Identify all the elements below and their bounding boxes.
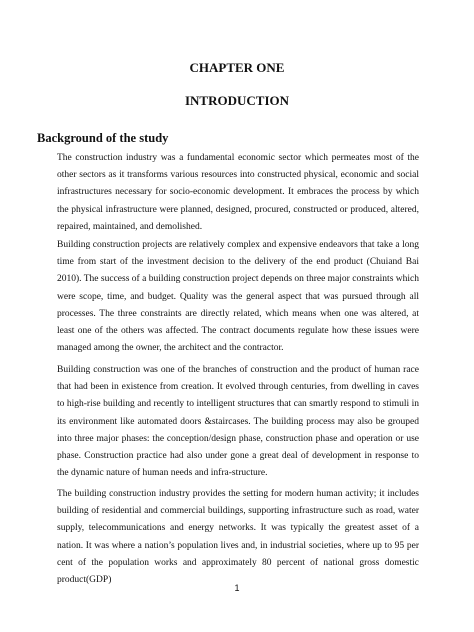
- page-number: 1: [234, 583, 240, 593]
- body-paragraph: The building construction industry provides the setting for modern human activity; it includes building of residential and commercial buildings, supporting infrastructure such as road, water supply, telecommunications and energy networks. It was typically the greatest asset of a nation. It was where a nation’s population lives and, in industrial societies, where up to 95 per cent of the population works and approximately 80 percent of national gross domestic product(GDP): [57, 489, 419, 586]
- chapter-title: INTRODUCTION: [184, 93, 289, 108]
- body-paragraph: Building construction was one of the branches of construction and the product of human race that had been in existence from creation. It evolved through centuries, from dwelling in caves to high-rise building and recently to intelligent structures that can smartly respond to stimuli in its environment like automated doors &staircases. The building process may also be grouped into three major phases: the conception/design phase, construction phase and operation or use phase. Construction practice had also under gone a great deal of development in response to the dynamic nature of human needs and infra-structure.: [57, 365, 419, 479]
- body-paragraph: Building construction projects are relatively complex and expensive endeavors that take a long time from start of the investment decision to the delivery of the end product (Chuiand Bai 2010). The success of a building construction project depends on three major constraints which were scope, time, and budget. Quality was the general aspect that was pursued through all processes. The three constraints are directly related, which means when one was altered, at least one of the others was affected. The contract documents regulate how these issues were managed among the owner, the architect and the contractor.: [57, 240, 419, 354]
- body-paragraph: The construction industry was a fundamental economic sector which permeates most of the other sectors as it transforms various resources into constructed physical, economic and social infrastructures necessary for socio-economic development. It embraces the process by which the physical infrastructure were planned, designed, procured, constructed or produced, altered, repaired, maintained, and demolished.: [57, 153, 419, 232]
- section-heading: Background of the study: [37, 131, 169, 145]
- chapter-label: CHAPTER ONE: [189, 60, 285, 75]
